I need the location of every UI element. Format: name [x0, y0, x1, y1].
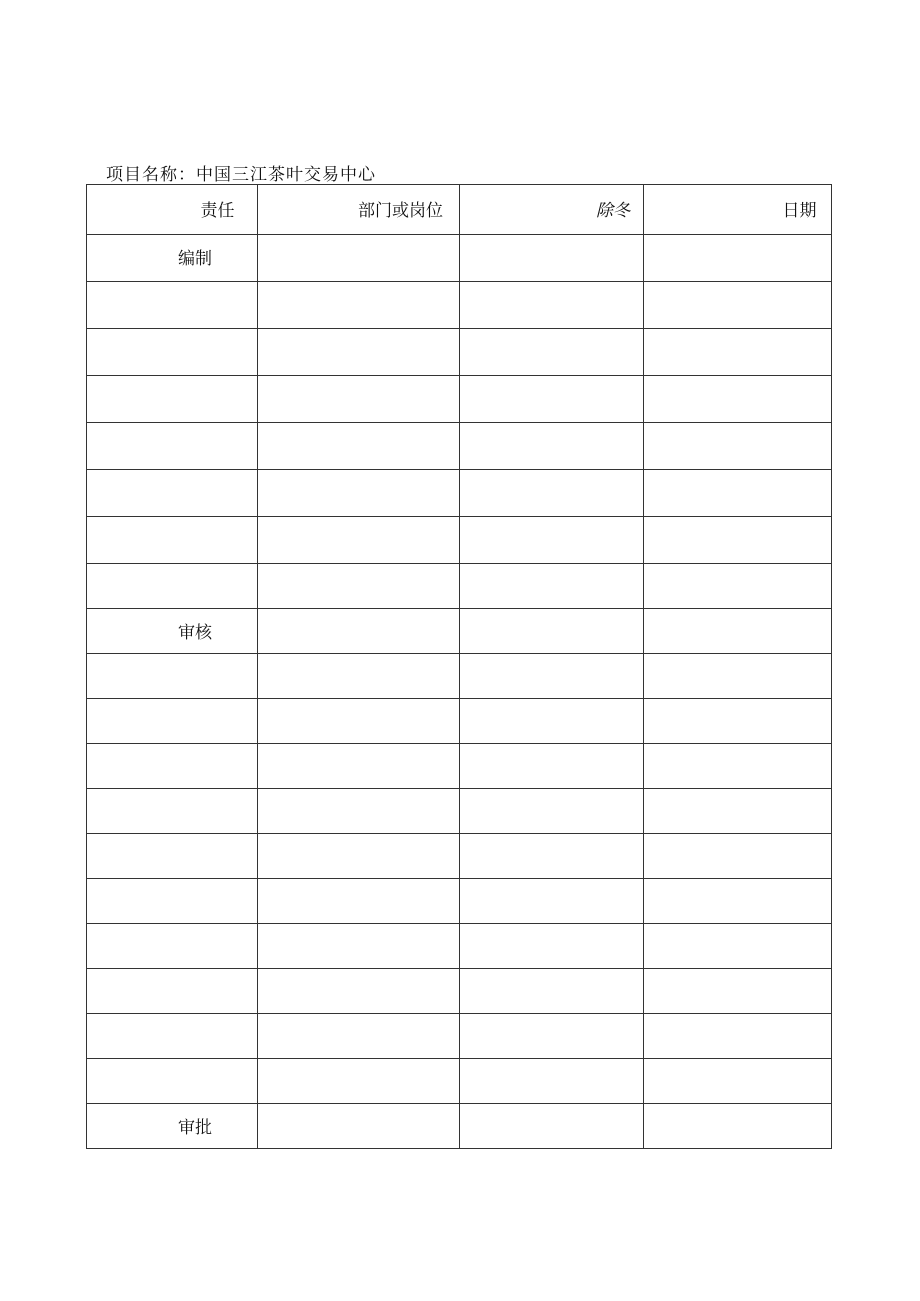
role-cell — [87, 924, 258, 969]
role-label — [87, 329, 257, 338]
header-role — [87, 185, 258, 235]
role-cell — [87, 470, 258, 517]
signature-cell[interactable] — [460, 470, 644, 517]
role-cell — [87, 969, 258, 1014]
role-label — [87, 699, 257, 708]
role-cell — [87, 1059, 258, 1104]
table-row — [87, 699, 832, 744]
role-cell — [87, 564, 258, 609]
role-label — [87, 789, 257, 798]
signature-cell[interactable] — [460, 789, 644, 834]
table-row — [87, 517, 832, 564]
date-cell[interactable] — [644, 1059, 832, 1104]
role-label — [87, 517, 257, 526]
role-label — [87, 282, 257, 291]
table-row — [87, 282, 832, 329]
header-role-label: 责任 — [200, 201, 235, 221]
department-cell[interactable] — [258, 329, 460, 376]
table-body — [87, 235, 832, 1149]
table-row — [87, 1014, 832, 1059]
table-row — [87, 789, 832, 834]
department-cell[interactable] — [258, 423, 460, 470]
date-cell[interactable] — [644, 329, 832, 376]
signature-cell[interactable] — [460, 235, 644, 282]
table-row — [87, 744, 832, 789]
role-label — [87, 564, 257, 573]
department-cell[interactable] — [258, 517, 460, 564]
signature-cell[interactable] — [460, 517, 644, 564]
date-cell[interactable] — [644, 879, 832, 924]
role-label — [87, 969, 257, 978]
role-cell — [87, 235, 258, 282]
role-cell — [87, 699, 258, 744]
department-cell[interactable] — [258, 924, 460, 969]
signature-cell[interactable] — [460, 282, 644, 329]
signature-cell[interactable] — [460, 423, 644, 470]
date-cell[interactable] — [644, 654, 832, 699]
project-name-label: 项目名称：中国三江茶叶交易中心 — [106, 165, 376, 185]
role-cell — [87, 517, 258, 564]
department-cell[interactable] — [258, 744, 460, 789]
department-cell[interactable] — [258, 235, 460, 282]
date-cell[interactable] — [644, 517, 832, 564]
signature-cell[interactable] — [460, 699, 644, 744]
signature-cell[interactable] — [460, 654, 644, 699]
table-header-row — [87, 185, 832, 235]
role-label: 审批 — [178, 1118, 212, 1138]
table-row — [87, 879, 832, 924]
table-row — [87, 564, 832, 609]
table-row — [87, 235, 832, 282]
role-cell — [87, 654, 258, 699]
date-cell[interactable] — [644, 282, 832, 329]
signature-cell[interactable] — [460, 1104, 644, 1149]
role-label: 编制 — [178, 249, 212, 269]
department-cell[interactable] — [258, 1104, 460, 1149]
department-cell[interactable] — [258, 282, 460, 329]
header-department — [258, 185, 460, 235]
role-label — [87, 879, 257, 888]
signature-cell[interactable] — [460, 376, 644, 423]
department-cell[interactable] — [258, 699, 460, 744]
role-cell — [87, 789, 258, 834]
header-date-label: 日期 — [782, 201, 817, 221]
date-cell[interactable] — [644, 235, 832, 282]
role-cell — [87, 879, 258, 924]
signature-cell[interactable] — [460, 1059, 644, 1104]
date-cell[interactable] — [644, 834, 832, 879]
role-cell — [87, 744, 258, 789]
signature-cell[interactable] — [460, 329, 644, 376]
table-row — [87, 1104, 832, 1149]
date-cell[interactable] — [644, 744, 832, 789]
date-cell[interactable] — [644, 1104, 832, 1149]
date-cell[interactable] — [644, 423, 832, 470]
role-label — [87, 376, 257, 385]
role-cell — [87, 282, 258, 329]
table-row — [87, 376, 832, 423]
role-cell — [87, 376, 258, 423]
department-cell[interactable] — [258, 564, 460, 609]
signature-cell[interactable] — [460, 879, 644, 924]
table-row — [87, 1059, 832, 1104]
date-cell[interactable] — [644, 470, 832, 517]
table-row — [87, 329, 832, 376]
department-cell[interactable] — [258, 609, 460, 654]
table-row — [87, 924, 832, 969]
approval-table — [86, 184, 832, 1149]
role-cell — [87, 1014, 258, 1059]
table-row — [87, 470, 832, 517]
department-cell[interactable] — [258, 654, 460, 699]
date-cell[interactable] — [644, 564, 832, 609]
department-cell[interactable] — [258, 470, 460, 517]
date-cell[interactable] — [644, 1014, 832, 1059]
department-cell[interactable] — [258, 834, 460, 879]
role-label: 审核 — [178, 623, 212, 643]
table-row — [87, 423, 832, 470]
date-cell[interactable] — [644, 376, 832, 423]
role-cell — [87, 834, 258, 879]
date-cell[interactable] — [644, 609, 832, 654]
table-row — [87, 654, 832, 699]
department-cell[interactable] — [258, 1059, 460, 1104]
role-cell — [87, 329, 258, 376]
header-department-label: 部门或岗位 — [358, 201, 443, 221]
date-cell[interactable] — [644, 924, 832, 969]
role-cell — [87, 609, 258, 654]
date-cell[interactable] — [644, 699, 832, 744]
role-label — [87, 470, 257, 479]
role-label — [87, 423, 257, 432]
signature-cell[interactable] — [460, 1014, 644, 1059]
table-row — [87, 609, 832, 654]
role-cell — [87, 1104, 258, 1149]
table-row — [87, 969, 832, 1014]
signature-cell[interactable] — [460, 924, 644, 969]
signature-cell[interactable] — [460, 564, 644, 609]
header-signature — [460, 185, 644, 235]
department-cell[interactable] — [258, 376, 460, 423]
department-cell[interactable] — [258, 969, 460, 1014]
department-cell[interactable] — [258, 879, 460, 924]
signature-cell[interactable] — [460, 744, 644, 789]
date-cell[interactable] — [644, 969, 832, 1014]
table-row — [87, 834, 832, 879]
role-label — [87, 1059, 257, 1068]
department-cell[interactable] — [258, 789, 460, 834]
role-label — [87, 654, 257, 663]
role-label — [87, 834, 257, 843]
role-label — [87, 924, 257, 933]
header-signature-label: 除冬 — [596, 201, 630, 221]
role-cell — [87, 423, 258, 470]
signature-cell[interactable] — [460, 969, 644, 1014]
signature-cell[interactable] — [460, 609, 644, 654]
role-label — [87, 744, 257, 753]
header-date — [644, 185, 832, 235]
role-label — [87, 1014, 257, 1023]
signature-cell[interactable] — [460, 834, 644, 879]
date-cell[interactable] — [644, 789, 832, 834]
department-cell[interactable] — [258, 1014, 460, 1059]
